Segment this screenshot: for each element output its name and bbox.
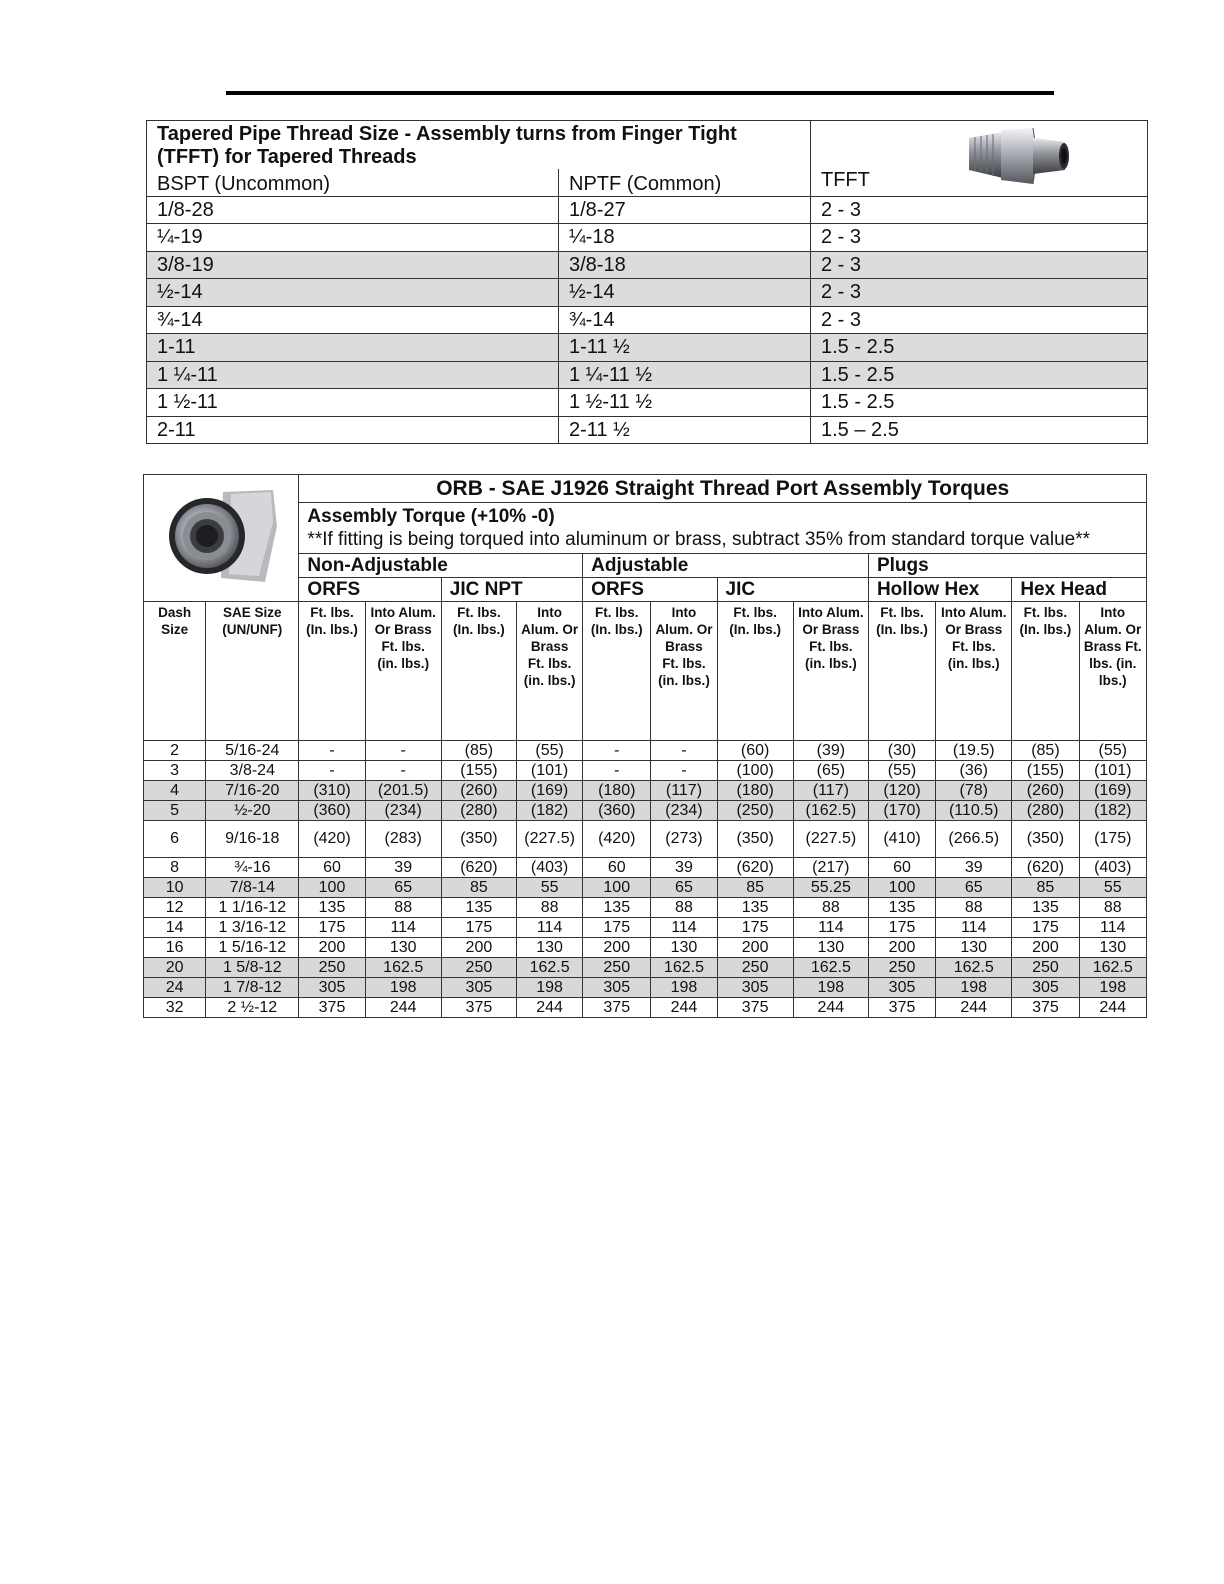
table-row bbox=[147, 224, 1148, 252]
table-cell: (620) bbox=[441, 858, 516, 878]
table-cell: 1-11 ½ bbox=[559, 334, 811, 362]
table-cell: (420) bbox=[299, 821, 365, 858]
table-cell: 88 bbox=[517, 898, 583, 918]
table-row bbox=[144, 781, 1147, 801]
subgroup-orfs-nonadj: ORFS bbox=[299, 578, 441, 602]
table-cell: 1 1/16-12 bbox=[206, 898, 299, 918]
table-cell: 305 bbox=[1012, 978, 1079, 998]
table-cell: (55) bbox=[868, 761, 935, 781]
table-cell: 250 bbox=[717, 958, 793, 978]
table-cell: 85 bbox=[1012, 878, 1079, 898]
table-row bbox=[144, 801, 1147, 821]
table-cell: 88 bbox=[1079, 898, 1146, 918]
table-cell: 1 7/8-12 bbox=[206, 978, 299, 998]
table-cell: 88 bbox=[793, 898, 868, 918]
table-cell: 1-11 bbox=[147, 334, 559, 362]
tapered-thread-table bbox=[146, 120, 1148, 444]
table-cell: 1 ¼-11 bbox=[147, 361, 559, 389]
table-cell: 1.5 – 2.5 bbox=[811, 416, 1148, 444]
nptf-header: NPTF (Common) bbox=[559, 169, 811, 196]
table-cell: 55 bbox=[1079, 878, 1146, 898]
table-cell: 375 bbox=[868, 998, 935, 1018]
col-sae-size: SAE Size (UN/UNF) bbox=[206, 602, 299, 741]
table-cell: 5/16-24 bbox=[206, 741, 299, 761]
table-cell: (182) bbox=[1079, 801, 1146, 821]
table-cell: 5 bbox=[144, 801, 206, 821]
table-cell: 198 bbox=[1079, 978, 1146, 998]
table-cell: 114 bbox=[936, 918, 1012, 938]
table-row bbox=[147, 279, 1148, 307]
table-cell: (155) bbox=[1012, 761, 1079, 781]
fitting-image-cell bbox=[811, 121, 1148, 197]
table-cell: 12 bbox=[144, 898, 206, 918]
table-cell: 198 bbox=[936, 978, 1012, 998]
table-cell: ½-20 bbox=[206, 801, 299, 821]
table-cell: 244 bbox=[651, 998, 717, 1018]
table-cell: 55.25 bbox=[793, 878, 868, 898]
table-cell: (260) bbox=[441, 781, 516, 801]
table-cell: 9/16-18 bbox=[206, 821, 299, 858]
table-cell: (170) bbox=[868, 801, 935, 821]
table-cell: 135 bbox=[1012, 898, 1079, 918]
table-cell: 7/16-20 bbox=[206, 781, 299, 801]
table-cell: (620) bbox=[717, 858, 793, 878]
table-cell: (169) bbox=[1079, 781, 1146, 801]
table-cell: 114 bbox=[793, 918, 868, 938]
table-cell: 130 bbox=[793, 938, 868, 958]
table-cell: 305 bbox=[441, 978, 516, 998]
table-row bbox=[144, 761, 1147, 781]
table-cell: 55 bbox=[517, 878, 583, 898]
table-cell: (175) bbox=[1079, 821, 1146, 858]
subgroup-jic-npt: JIC NPT bbox=[441, 578, 582, 602]
table-cell: 3/8-19 bbox=[147, 251, 559, 279]
table-row bbox=[144, 998, 1147, 1018]
table-cell: (360) bbox=[299, 801, 365, 821]
table-cell: 305 bbox=[583, 978, 651, 998]
table-row bbox=[144, 858, 1147, 878]
table-cell: - bbox=[299, 761, 365, 781]
table-cell: 130 bbox=[651, 938, 717, 958]
table-cell: 2-11 ½ bbox=[559, 416, 811, 444]
table-cell: 305 bbox=[868, 978, 935, 998]
table-row bbox=[147, 361, 1148, 389]
table-cell: - bbox=[651, 741, 717, 761]
table-row bbox=[147, 389, 1148, 417]
table-row bbox=[144, 741, 1147, 761]
table-cell: ¼-18 bbox=[559, 224, 811, 252]
table-cell: 162.5 bbox=[793, 958, 868, 978]
table-cell: 10 bbox=[144, 878, 206, 898]
table-cell: 1 ½-11 ½ bbox=[559, 389, 811, 417]
table-cell: (280) bbox=[1012, 801, 1079, 821]
table-cell: - bbox=[651, 761, 717, 781]
orb-fitting-image bbox=[161, 486, 281, 586]
table-cell: ¾-14 bbox=[559, 306, 811, 334]
col-into-alum: Into Alum. Or Brass Ft. lbs. (in. lbs.) bbox=[1079, 602, 1146, 741]
subgroup-hex-head: Hex Head bbox=[1012, 578, 1147, 602]
table-cell: (55) bbox=[1079, 741, 1146, 761]
table-cell: 244 bbox=[365, 998, 441, 1018]
subgroup-jic: JIC bbox=[717, 578, 868, 602]
table-cell: 2 - 3 bbox=[811, 196, 1148, 224]
group-non-adjustable: Non-Adjustable bbox=[299, 554, 583, 578]
table-cell: (234) bbox=[651, 801, 717, 821]
col-into-alum: Into Alum. Or Brass Ft. lbs. (in. lbs.) bbox=[651, 602, 717, 741]
assembly-torque-note: **If fitting is being torqued into aluminum or brass, subtract 35% from standard torque value** bbox=[307, 529, 1091, 550]
table-cell: (182) bbox=[517, 801, 583, 821]
table-cell: (120) bbox=[868, 781, 935, 801]
table-cell: (350) bbox=[1012, 821, 1079, 858]
table-cell: 1.5 - 2.5 bbox=[811, 389, 1148, 417]
table-cell: (227.5) bbox=[793, 821, 868, 858]
table-cell: - bbox=[583, 741, 651, 761]
table-cell: (78) bbox=[936, 781, 1012, 801]
table-cell: 375 bbox=[717, 998, 793, 1018]
table-cell: (101) bbox=[517, 761, 583, 781]
table-cell: (55) bbox=[517, 741, 583, 761]
table-cell: (39) bbox=[793, 741, 868, 761]
table-cell: 24 bbox=[144, 978, 206, 998]
table-cell: 60 bbox=[299, 858, 365, 878]
table-cell: (266.5) bbox=[936, 821, 1012, 858]
table-cell: (420) bbox=[583, 821, 651, 858]
table-cell: 7/8-14 bbox=[206, 878, 299, 898]
table-row bbox=[144, 878, 1147, 898]
table-cell: 175 bbox=[868, 918, 935, 938]
table-cell: 60 bbox=[868, 858, 935, 878]
orb-fitting-image-cell bbox=[144, 475, 299, 602]
table-cell: (201.5) bbox=[365, 781, 441, 801]
table-cell: (162.5) bbox=[793, 801, 868, 821]
table-cell: (310) bbox=[299, 781, 365, 801]
table-cell: - bbox=[365, 761, 441, 781]
col-into-alum: Into Alum. Or Brass Ft. lbs. (in. lbs.) bbox=[936, 602, 1012, 741]
hex-nipple-fitting-image bbox=[963, 124, 1073, 190]
table-cell: (30) bbox=[868, 741, 935, 761]
table-cell: 88 bbox=[936, 898, 1012, 918]
table-cell: 244 bbox=[517, 998, 583, 1018]
table-cell: 175 bbox=[1012, 918, 1079, 938]
table-cell: 162.5 bbox=[651, 958, 717, 978]
table-cell: (234) bbox=[365, 801, 441, 821]
col-ft-lbs: Ft. lbs. (In. lbs.) bbox=[441, 602, 516, 741]
orb-table-title: ORB - SAE J1926 Straight Thread Port Assembly Torques bbox=[299, 475, 1147, 503]
table-cell: - bbox=[365, 741, 441, 761]
table-cell: 114 bbox=[517, 918, 583, 938]
table-cell: 375 bbox=[583, 998, 651, 1018]
table-cell: (403) bbox=[1079, 858, 1146, 878]
table-cell: 198 bbox=[365, 978, 441, 998]
table-cell: 200 bbox=[441, 938, 516, 958]
table-cell: 200 bbox=[1012, 938, 1079, 958]
table-row bbox=[147, 334, 1148, 362]
table-cell: 2-11 bbox=[147, 416, 559, 444]
table-cell: 3/8-18 bbox=[559, 251, 811, 279]
table-cell: (403) bbox=[517, 858, 583, 878]
table-cell: 1 5/16-12 bbox=[206, 938, 299, 958]
table-cell: 175 bbox=[299, 918, 365, 938]
table-cell: 8 bbox=[144, 858, 206, 878]
table-row bbox=[144, 958, 1147, 978]
col-ft-lbs: Ft. lbs. (In. lbs.) bbox=[717, 602, 793, 741]
table-cell: 135 bbox=[299, 898, 365, 918]
table-row bbox=[144, 978, 1147, 998]
table-cell: 305 bbox=[717, 978, 793, 998]
table-cell: 162.5 bbox=[517, 958, 583, 978]
table-cell: ¼-19 bbox=[147, 224, 559, 252]
table-cell: 198 bbox=[651, 978, 717, 998]
table-cell: 135 bbox=[583, 898, 651, 918]
table-cell: 135 bbox=[441, 898, 516, 918]
bspt-header: BSPT (Uncommon) bbox=[147, 169, 559, 196]
table-cell: (36) bbox=[936, 761, 1012, 781]
table-cell: 114 bbox=[365, 918, 441, 938]
table-cell: 88 bbox=[651, 898, 717, 918]
table-cell: (280) bbox=[441, 801, 516, 821]
table-cell: 2 - 3 bbox=[811, 279, 1148, 307]
table-row bbox=[144, 918, 1147, 938]
table-cell: (283) bbox=[365, 821, 441, 858]
group-plugs: Plugs bbox=[868, 554, 1146, 578]
table-cell: 200 bbox=[717, 938, 793, 958]
table-cell: 200 bbox=[868, 938, 935, 958]
table-cell: (60) bbox=[717, 741, 793, 761]
tfft-header: TFFT bbox=[821, 168, 870, 191]
table-cell: 162.5 bbox=[936, 958, 1012, 978]
orb-torque-table bbox=[143, 474, 1147, 1018]
table-cell: 1.5 - 2.5 bbox=[811, 361, 1148, 389]
table-cell: 130 bbox=[936, 938, 1012, 958]
table-cell: (180) bbox=[583, 781, 651, 801]
table-cell: (217) bbox=[793, 858, 868, 878]
table-cell: 100 bbox=[868, 878, 935, 898]
table-cell: 135 bbox=[717, 898, 793, 918]
table-cell: 244 bbox=[936, 998, 1012, 1018]
table-cell: 1 5/8-12 bbox=[206, 958, 299, 978]
table-cell: - bbox=[299, 741, 365, 761]
table-cell: 2 - 3 bbox=[811, 224, 1148, 252]
table-cell: (100) bbox=[717, 761, 793, 781]
table-cell: 32 bbox=[144, 998, 206, 1018]
table-cell: 244 bbox=[1079, 998, 1146, 1018]
table-row bbox=[147, 306, 1148, 334]
table-cell: (117) bbox=[651, 781, 717, 801]
table-cell: 175 bbox=[583, 918, 651, 938]
table-cell: 3/8-24 bbox=[206, 761, 299, 781]
table-cell: 1 3/16-12 bbox=[206, 918, 299, 938]
assembly-torque-cell bbox=[299, 503, 1147, 554]
table-cell: 60 bbox=[583, 858, 651, 878]
table-cell: ¾-16 bbox=[206, 858, 299, 878]
table-cell: 2 - 3 bbox=[811, 251, 1148, 279]
table-cell: 88 bbox=[365, 898, 441, 918]
table-cell: 20 bbox=[144, 958, 206, 978]
table-cell: (85) bbox=[441, 741, 516, 761]
table-cell: 200 bbox=[299, 938, 365, 958]
table-cell: 375 bbox=[441, 998, 516, 1018]
table-cell: (169) bbox=[517, 781, 583, 801]
table-cell: 250 bbox=[583, 958, 651, 978]
table-cell: 114 bbox=[651, 918, 717, 938]
table-cell: (260) bbox=[1012, 781, 1079, 801]
table-row bbox=[147, 196, 1148, 224]
table-cell: 65 bbox=[365, 878, 441, 898]
table-cell: 3 bbox=[144, 761, 206, 781]
table-cell: 130 bbox=[517, 938, 583, 958]
table-cell: 114 bbox=[1079, 918, 1146, 938]
table-cell: 65 bbox=[651, 878, 717, 898]
table-row bbox=[147, 251, 1148, 279]
table-cell: 4 bbox=[144, 781, 206, 801]
table-cell: (110.5) bbox=[936, 801, 1012, 821]
assembly-torque-label: Assembly Torque (+10% -0) bbox=[307, 506, 555, 527]
table-cell: 1 ¼-11 ½ bbox=[559, 361, 811, 389]
table-cell: 250 bbox=[299, 958, 365, 978]
col-ft-lbs: Ft. lbs. (In. lbs.) bbox=[583, 602, 651, 741]
table-cell: 175 bbox=[717, 918, 793, 938]
table-row bbox=[144, 938, 1147, 958]
table-cell: 198 bbox=[793, 978, 868, 998]
table-cell: 85 bbox=[717, 878, 793, 898]
table-cell: 375 bbox=[1012, 998, 1079, 1018]
col-ft-lbs: Ft. lbs. (In. lbs.) bbox=[868, 602, 935, 741]
table-cell: (85) bbox=[1012, 741, 1079, 761]
table-cell: 14 bbox=[144, 918, 206, 938]
subgroup-hollow-hex: Hollow Hex bbox=[868, 578, 1011, 602]
col-ft-lbs: Ft. lbs. (In. lbs.) bbox=[299, 602, 365, 741]
table-cell: 85 bbox=[441, 878, 516, 898]
col-ft-lbs: Ft. lbs. (In. lbs.) bbox=[1012, 602, 1079, 741]
group-adjustable: Adjustable bbox=[583, 554, 869, 578]
table-cell: (410) bbox=[868, 821, 935, 858]
table-cell: 130 bbox=[1079, 938, 1146, 958]
table-cell: 200 bbox=[583, 938, 651, 958]
table-cell: 250 bbox=[1012, 958, 1079, 978]
table-row bbox=[144, 821, 1147, 858]
table-cell: (350) bbox=[441, 821, 516, 858]
top-rule bbox=[226, 91, 1054, 95]
subgroup-orfs-adj: ORFS bbox=[583, 578, 717, 602]
table-cell: 130 bbox=[365, 938, 441, 958]
table-cell: 39 bbox=[365, 858, 441, 878]
tapered-table-title: Tapered Pipe Thread Size - Assembly turns from Finger Tight (TFFT) for Tapered Threads bbox=[147, 121, 811, 170]
table-cell: (620) bbox=[1012, 858, 1079, 878]
table-cell: 1 ½-11 bbox=[147, 389, 559, 417]
table-cell: 175 bbox=[441, 918, 516, 938]
table-cell: 305 bbox=[299, 978, 365, 998]
table-cell: 198 bbox=[517, 978, 583, 998]
table-cell: (19.5) bbox=[936, 741, 1012, 761]
table-cell: 16 bbox=[144, 938, 206, 958]
table-cell: 2 ½-12 bbox=[206, 998, 299, 1018]
table-cell: 1/8-27 bbox=[559, 196, 811, 224]
table-cell: 39 bbox=[651, 858, 717, 878]
col-into-alum: Into Alum. Or Brass Ft. lbs. (in. lbs.) bbox=[517, 602, 583, 741]
table-cell: 375 bbox=[299, 998, 365, 1018]
col-into-alum: Into Alum. Or Brass Ft. lbs. (in. lbs.) bbox=[793, 602, 868, 741]
table-cell: 6 bbox=[144, 821, 206, 858]
table-cell: (227.5) bbox=[517, 821, 583, 858]
table-cell: 100 bbox=[583, 878, 651, 898]
table-cell: ½-14 bbox=[559, 279, 811, 307]
table-cell: ½-14 bbox=[147, 279, 559, 307]
table-cell: 162.5 bbox=[1079, 958, 1146, 978]
table-cell: 2 - 3 bbox=[811, 306, 1148, 334]
col-dash-size: Dash Size bbox=[144, 602, 206, 741]
table-cell: 65 bbox=[936, 878, 1012, 898]
table-row bbox=[144, 898, 1147, 918]
table-cell: (117) bbox=[793, 781, 868, 801]
table-cell: - bbox=[583, 761, 651, 781]
table-cell: (350) bbox=[717, 821, 793, 858]
table-cell: (250) bbox=[717, 801, 793, 821]
table-cell: 162.5 bbox=[365, 958, 441, 978]
table-cell: (155) bbox=[441, 761, 516, 781]
table-row bbox=[147, 416, 1148, 444]
table-cell: 135 bbox=[868, 898, 935, 918]
col-into-alum: Into Alum. Or Brass Ft. lbs. (in. lbs.) bbox=[365, 602, 441, 741]
table-cell: 244 bbox=[793, 998, 868, 1018]
table-cell: ¾-14 bbox=[147, 306, 559, 334]
table-cell: (65) bbox=[793, 761, 868, 781]
table-cell: 39 bbox=[936, 858, 1012, 878]
table-cell: 2 bbox=[144, 741, 206, 761]
table-cell: (273) bbox=[651, 821, 717, 858]
table-cell: (360) bbox=[583, 801, 651, 821]
table-cell: 250 bbox=[868, 958, 935, 978]
table-cell: (101) bbox=[1079, 761, 1146, 781]
table-cell: 1/8-28 bbox=[147, 196, 559, 224]
table-cell: 1.5 - 2.5 bbox=[811, 334, 1148, 362]
table-cell: (180) bbox=[717, 781, 793, 801]
table-cell: 100 bbox=[299, 878, 365, 898]
table-cell: 250 bbox=[441, 958, 516, 978]
